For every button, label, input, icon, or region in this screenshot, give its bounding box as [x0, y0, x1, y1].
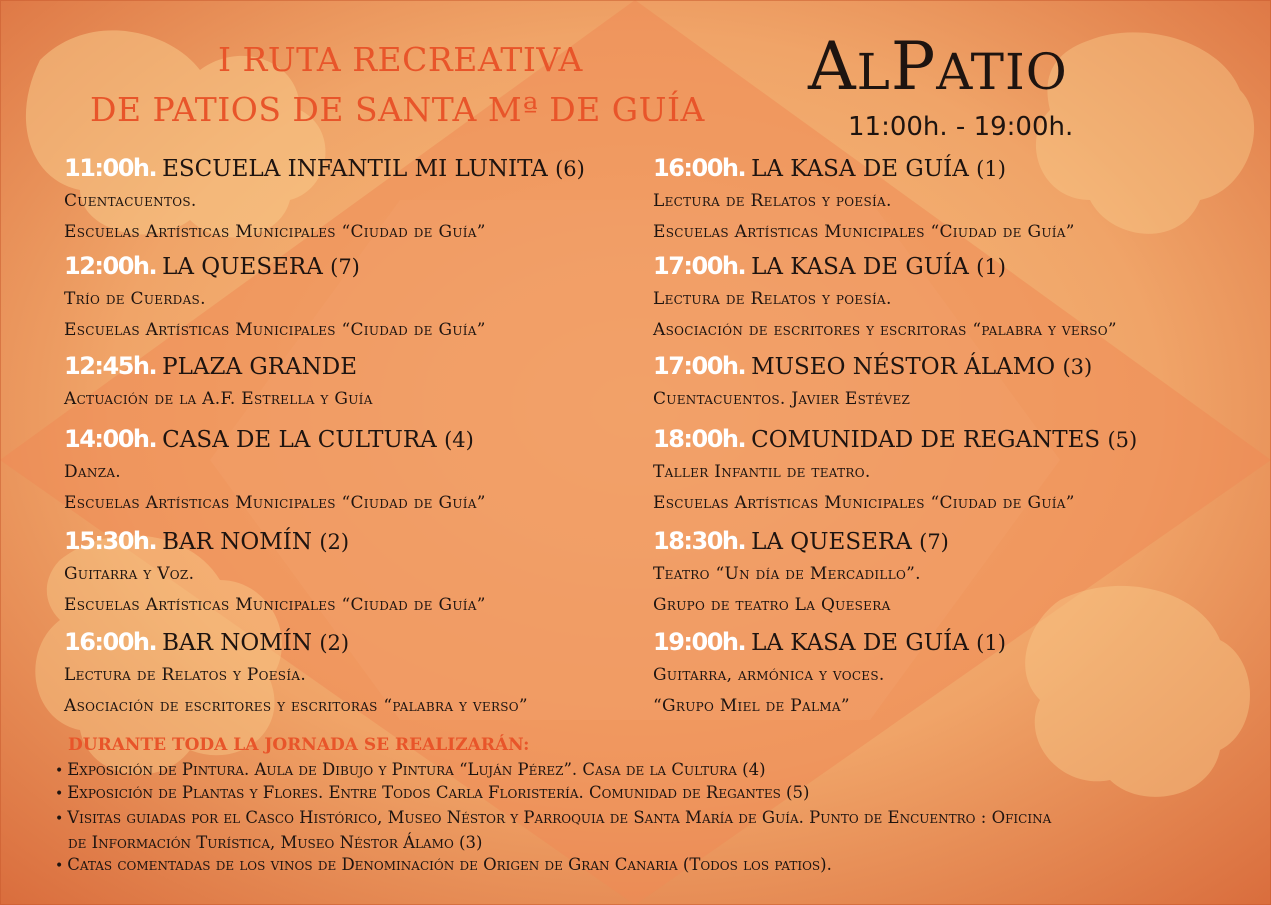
event-time: 19:00h.	[653, 628, 746, 656]
event-right-3	[653, 348, 1253, 415]
event-time: 11:00h.	[64, 154, 157, 182]
event-place: LA KASA DE GUÍA (1)	[751, 156, 1006, 182]
event-left-6	[64, 624, 664, 722]
event-right-6	[653, 624, 1253, 722]
brand-p: P	[890, 28, 937, 105]
event-left-1	[64, 150, 664, 248]
during-item-4: • Catas comentadas de los vinos de Denominación de Origen de Gran Canaria (Todos los patios).	[55, 855, 832, 874]
event-time: 14:00h.	[64, 425, 157, 453]
event-activity: Danza.	[64, 462, 122, 482]
during-item-2: • Exposición de Plantas y Flores. Entre Todos Carla Floristería. Comunidad de Regantes (5)	[55, 783, 810, 802]
event-activity: Cuentacuentos. Javier Estévez	[653, 389, 911, 409]
event-organizer: Asociación de escritores y escritoras “palabra y verso”	[653, 320, 1117, 340]
event-activity: Actuación de la A.F. Estrella y Guía	[64, 389, 373, 409]
event-right-1	[653, 150, 1253, 248]
event-left-5	[64, 523, 664, 621]
event-organizer: Asociación de escritores y escritoras “palabra y verso”	[64, 696, 528, 716]
event-time: 18:30h.	[653, 527, 746, 555]
event-place: ESCUELA INFANTIL MI LUNITA (6)	[162, 156, 585, 182]
event-left-3	[64, 348, 664, 415]
event-place: LA QUESERA (7)	[162, 254, 360, 280]
event-time: 15:30h.	[64, 527, 157, 555]
event-activity: Guitarra, armónica y voces.	[653, 665, 885, 685]
event-place: MUSEO NÉSTOR ÁLAMO (3)	[751, 354, 1093, 380]
event-organizer: “Grupo Miel de Palma”	[653, 696, 850, 716]
bullet-icon: •	[55, 763, 64, 779]
event-organizer: Escuelas Artísticas Municipales “Ciudad de Guía”	[653, 222, 1075, 242]
event-place: BAR NOMÍN (2)	[162, 529, 350, 555]
event-time: 16:00h.	[653, 154, 746, 182]
opening-hours: 11:00h. - 19:00h.	[848, 112, 1074, 142]
bullet-icon: •	[55, 786, 64, 802]
event-organizer: Escuelas Artísticas Municipales “Ciudad de Guía”	[64, 493, 486, 513]
event-activity: Lectura de Relatos y poesía.	[653, 191, 892, 211]
event-activity: Cuentacuentos.	[64, 191, 197, 211]
during-item-1: • Exposición de Pintura. Aula de Dibujo y Pintura “Luján Pérez”. Casa de la Cultura (4)	[55, 760, 766, 779]
event-time: 16:00h.	[64, 628, 157, 656]
event-activity: Trío de Cuerdas.	[64, 289, 206, 309]
event-time: 12:00h.	[64, 252, 157, 280]
event-place: BAR NOMÍN (2)	[162, 630, 350, 656]
event-time: 17:00h.	[653, 352, 746, 380]
event-place: PLAZA GRANDE	[162, 354, 358, 380]
during-item-3: • Visitas guiadas por el Casco Histórico, Museo Néstor y Parroquia de Santa María de Guía. Punto de Encuentro : Oficina de Información Turística, Museo Néstor Álamo (3)	[55, 808, 1052, 852]
during-title: DURANTE TODA LA JORNADA SE REALIZARÁN:	[68, 735, 530, 755]
event-activity: Lectura de Relatos y poesía.	[653, 289, 892, 309]
event-organizer: Escuelas Artísticas Municipales “Ciudad de Guía”	[64, 595, 486, 615]
bullet-icon: •	[55, 811, 64, 827]
event-right-4	[653, 421, 1253, 519]
event-organizer: Escuelas Artísticas Municipales “Ciudad de Guía”	[64, 222, 486, 242]
brand-atio: ATIO	[936, 43, 1068, 101]
event-organizer: Grupo de teatro La Quesera	[653, 595, 891, 615]
event-left-2	[64, 248, 664, 346]
bullet-icon: •	[55, 858, 64, 874]
event-place: LA KASA DE GUÍA (1)	[751, 630, 1006, 656]
event-place: CASA DE LA CULTURA (4)	[162, 427, 474, 453]
event-organizer: Escuelas Artísticas Municipales “Ciudad de Guía”	[64, 320, 486, 340]
title-line-1: I RUTA RECREATIVA	[218, 40, 583, 79]
event-activity: Taller Infantil de teatro.	[653, 462, 871, 482]
event-place: LA KASA DE GUÍA (1)	[751, 254, 1006, 280]
event-activity: Lectura de Relatos y Poesía.	[64, 665, 307, 685]
event-right-5	[653, 523, 1253, 621]
event-time: 17:00h.	[653, 252, 746, 280]
title-line-2: DE PATIOS DE SANTA Mª DE GUÍA	[90, 90, 705, 129]
brand-l: L	[856, 43, 891, 101]
event-place: COMUNIDAD DE REGANTES (5)	[751, 427, 1138, 453]
event-place: LA QUESERA (7)	[751, 529, 949, 555]
event-activity: Guitarra y Voz.	[64, 564, 195, 584]
brand-a: A	[808, 28, 857, 105]
during-item-3-continuation: de Información Turística, Museo Néstor Álamo (3)	[68, 833, 483, 852]
event-time: 12:45h.	[64, 352, 157, 380]
event-right-2	[653, 248, 1253, 346]
event-organizer: Escuelas Artísticas Municipales “Ciudad de Guía”	[653, 493, 1075, 513]
event-activity: Teatro “Un día de Mercadillo”.	[653, 564, 921, 584]
brand-logo	[808, 28, 1068, 105]
event-left-4	[64, 421, 664, 519]
event-time: 18:00h.	[653, 425, 746, 453]
